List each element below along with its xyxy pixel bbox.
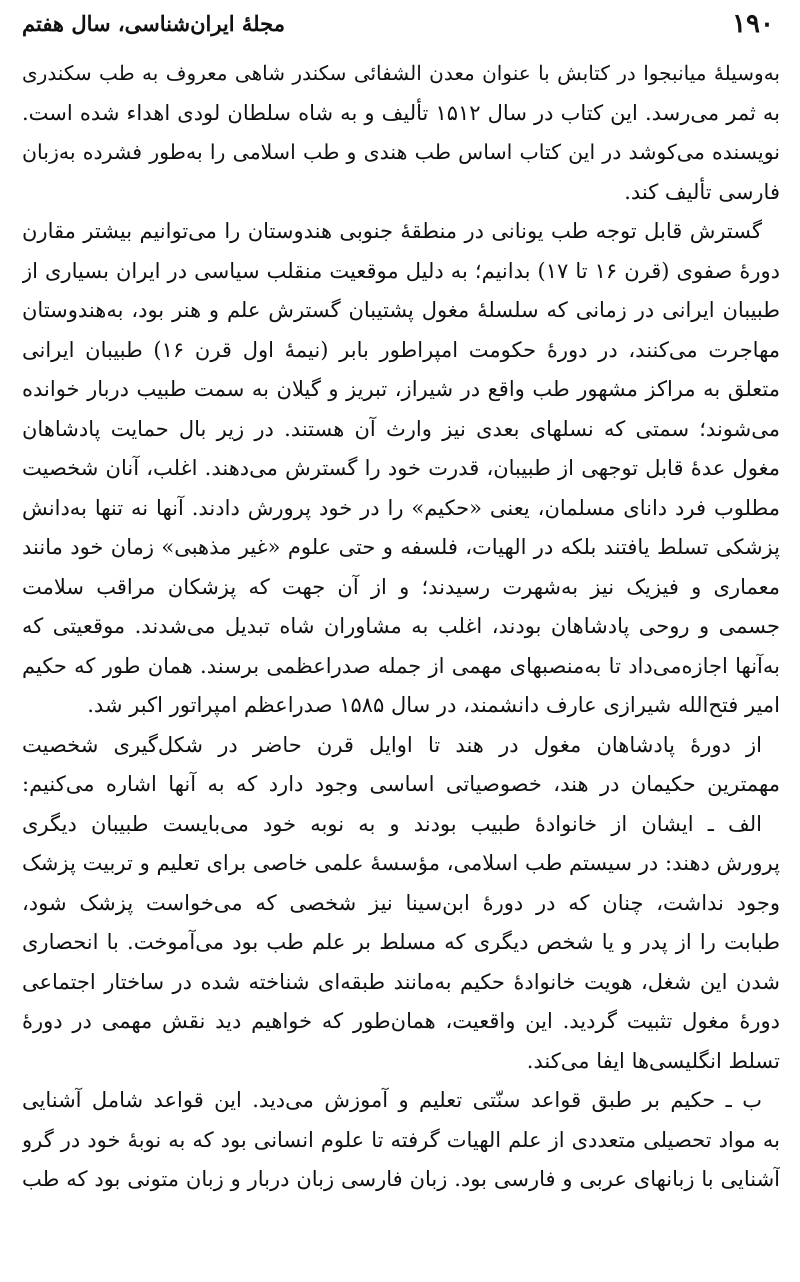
text-line: الف ـ ایشان از خانوادهٔ طبیب بودند و به نوبه خود می‌بایست طبیبان دیگری (22, 811, 762, 836)
text-line: ب ـ حکیم بر طبق قواعد سنّتی تعلیم و آموزش می‌دید. این قواعد شامل آشنایی (22, 1088, 762, 1112)
body-text (22, 54, 780, 1200)
text-line: تسلط انگلیسی‌ها ایفا می‌کند. (526, 1048, 780, 1073)
text-line: گسترش قابل توجه طب یونانی در منطقهٔ جنوبی هندوستان را می‌توانیم بیشتر مقارن (22, 219, 762, 243)
text-line: جسمی و روحی پادشاهان بودند، اغلب به مشاوران شاه تبدیل می‌شدند. موقعیتی که (22, 614, 780, 638)
text-line: دورهٔ صفوی (قرن ۱۶ تا ۱۷) بدانیم؛ به دلیل موقعیت منقلب سیاسی در ایران بسیاری از (22, 258, 780, 283)
text-line: به مواد تحصیلی متعددی از علم الهیات گرفته تا علوم انسانی بود که به نوبهٔ خود در گرو (22, 1127, 780, 1152)
text-line: به‌آنها اجازه‌می‌داد تا به‌منصبهای مهمی از جمله صدراعظمی برسند. همان طور که حکیم (22, 653, 780, 678)
text-line: پزشکی تسلط یافتند بلکه در الهیات، فلسفه و حتی علوم «غیر مذهبی» زمان خود مانند (22, 535, 780, 559)
running-header (22, 6, 774, 42)
text-line: پرورش دهند: در سیستم طب اسلامی، مؤسسهٔ علمی خاصی برای تعلیم و تربیت پزشک (22, 851, 780, 875)
text-line: متعلق به مراکز مشهور طب واقع در شیراز، تبریز و گیلان به سمت طبیب دربار خوانده (22, 377, 780, 401)
text-line: به ثمر می‌رسد. این کتاب در سال ۱۵۱۲ تألیف و به شاه سلطان لودی اهداء شده است. (22, 100, 780, 125)
text-line: به‌وسیلهٔ میانبجوا در کتابش با عنوان معدن الشفائی سکندر شاهی معروف به طب سکندری (22, 61, 780, 85)
text-line: مهمترین حکیمان در هند، خصوصیاتی اساسی وجود دارد که به آنها اشاره می‌کنیم: (22, 772, 780, 796)
text-line: امیر فتح‌الله شیرازی عارف دانشمند، در سال ۱۵۸۵ صدراعظم امپراتور اکبر شد. (87, 693, 780, 717)
journal-title: مجلهٔ ایران‌شناسی، سال هفتم (22, 11, 285, 36)
page-number: ۱۹۰ (732, 9, 774, 39)
text-line: مطلوب فرد دانای مسلمان، یعنی «حکیم» را در خود پرورش دادند. آنها نه تنها به‌دانش (22, 495, 780, 520)
text-line: مهاجرت می‌کنند، در دورهٔ حکومت امپراطور بابر (نیمهٔ اول قرن ۱۶) طبیبان ایرانی (22, 337, 780, 362)
text-line: می‌شوند؛ سمتی که نسلهای بعدی نیز وارث آن هستند. در زیر بال حمایت پادشاهان (22, 416, 780, 441)
text-line: معماری و فیزیک نیز به‌شهرت رسیدند؛ و از آن جهت که پزشکان مراقب سلامت (22, 574, 780, 599)
text-line: طبیبان ایرانی در زمانی که سلسلهٔ مغول پشتیبان گسترش علم و هنر بود، به‌هندوستان (22, 298, 780, 322)
text-line: وجود نداشت، چنان که در دورهٔ ابن‌سینا نیز شخصی که می‌خواست پزشک شود، (22, 890, 780, 915)
text-line: از دورهٔ پادشاهان مغول در هند تا اوایل قرن حاضر در شکل‌گیری شخصیت (22, 732, 762, 757)
text-line: آشنایی با زبانهای عربی و فارسی بود. زبان فارسی زبان دربار و زبان متونی بود که طب (22, 1167, 780, 1191)
text-line: شدن این شغل، هویت خانوادهٔ حکیم به‌مانند طبقه‌ای شناخته شده در ساختار اجتماعی (22, 969, 780, 994)
text-line: فارسی تألیف کند. (624, 179, 780, 204)
text-line: نویسنده می‌کوشد در این کتاب اساس طب هندی و طب اسلامی را به‌طور فشرده به‌زبان (22, 140, 780, 164)
text-line: طبابت را از پدر و یا شخص دیگری که مسلط بر علم طب بود می‌آموخت. با انحصاری (22, 930, 780, 954)
text-line: دورهٔ مغول تثبیت گردید. این واقعیت، همان‌طور که خواهیم دید نقش مهمی در دورهٔ (22, 1009, 780, 1033)
text-line: مغول عدهٔ قابل توجهی از طبیبان، قدرت خود را گسترش می‌دهند. اغلب، آنان شخصیت (22, 456, 780, 480)
